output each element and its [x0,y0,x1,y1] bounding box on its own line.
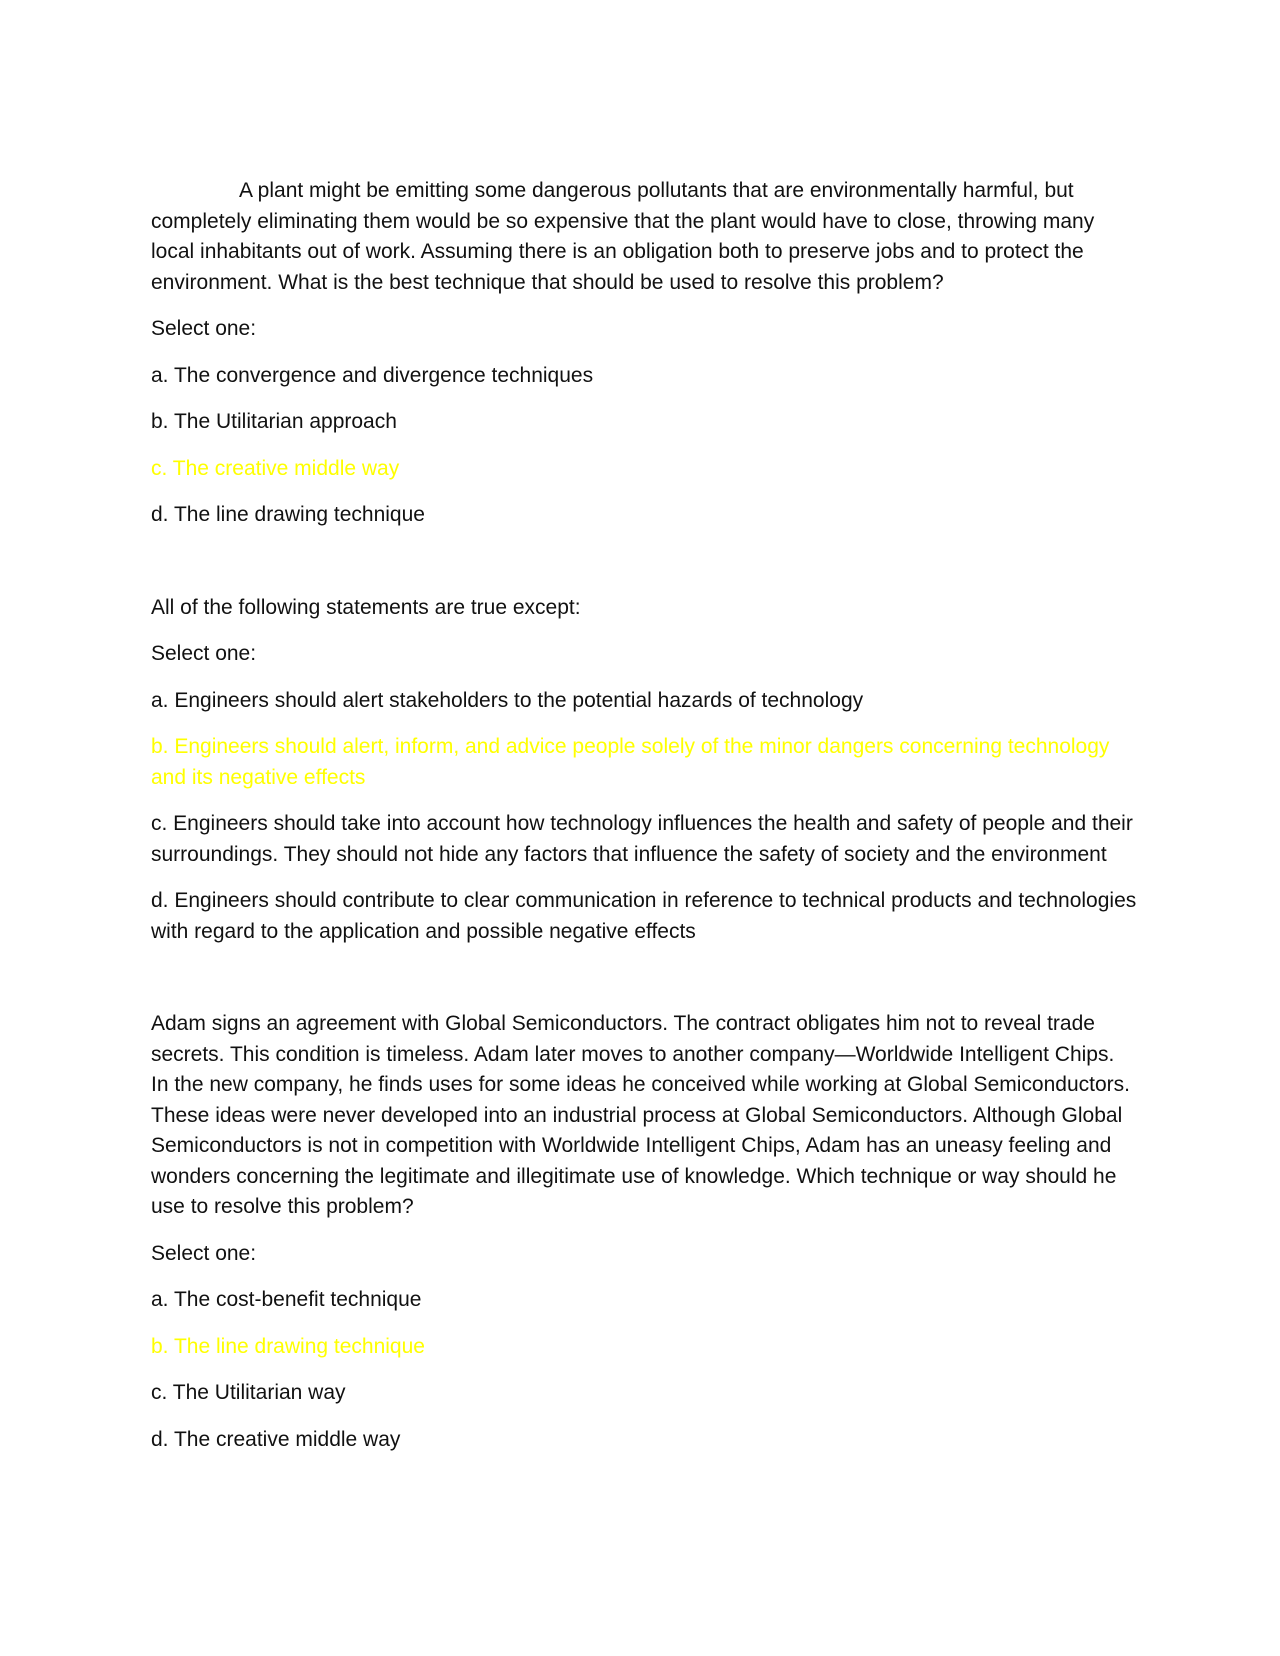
option-a: a. Engineers should alert stakeholders to the potential hazards of technology [151,688,864,712]
option-c: c. The Utilitarian way [151,1381,346,1404]
question-text: A plant might be emitting some dangerous pollutants that are environmentally harmful, but completely eliminating them would be so expensive that the plant would have to close, throwing many local inhabitants out of work. Assuming there is an obligation both to preserve jobs and to protect the environment. What is the best technique that should be used to resolve this problem? [151,179,1095,294]
question-text: All of the following statements are true except: [151,595,581,619]
select-one-label: Select one: [151,642,257,665]
option-a: a. The convergence and divergence techniques [151,363,594,387]
option-b-highlighted-answer: b. The line drawing technique [151,1334,425,1358]
option-b-highlighted-answer: b. Engineers should alert, inform, and advice people solely of the minor dangers concerning technology and its negative effects [151,735,1110,789]
option-a: a. The cost-benefit technique [151,1288,422,1311]
question-block-2 [151,593,1137,948]
option-d: d. The line drawing technique [151,503,425,526]
select-one-label: Select one: [151,317,257,340]
question-block-1 [151,176,1137,531]
option-d: d. The creative middle way [151,1427,401,1451]
option-c-highlighted-answer: c. The creative middle way [151,456,400,480]
option-d: d. Engineers should contribute to clear communication in reference to technical products and technologies with regard to the application and possible negative effects [151,889,1137,943]
question-block-3 [151,1009,1137,1455]
option-b: b. The Utilitarian approach [151,410,397,433]
option-c: c. Engineers should take into account how technology influences the health and safety of people and their surroundings. They should not hide any factors that influence the safety of society and the environment [151,812,1133,866]
question-text: Adam signs an agreement with Global Semiconductors. The contract obligates him not to reveal trade secrets. This condition is timeless. Adam later moves to another company—Worldwide Intelligent Chips. In the new company, he finds uses for some ideas he conceived while working at Global Semiconductors. These ideas were never developed into an industrial process at Global Semiconductors. Although Global Semiconductors is not in competition with Worldwide Intelligent Chips, Adam has an uneasy feeling and wonders concerning the legitimate and illegitimate use of knowledge. Which technique or way should he use to resolve this problem? [151,1012,1130,1218]
spacer [151,963,1137,1009]
spacer [151,547,1137,593]
select-one-label: Select one: [151,1241,257,1265]
document-page [151,176,1137,1471]
